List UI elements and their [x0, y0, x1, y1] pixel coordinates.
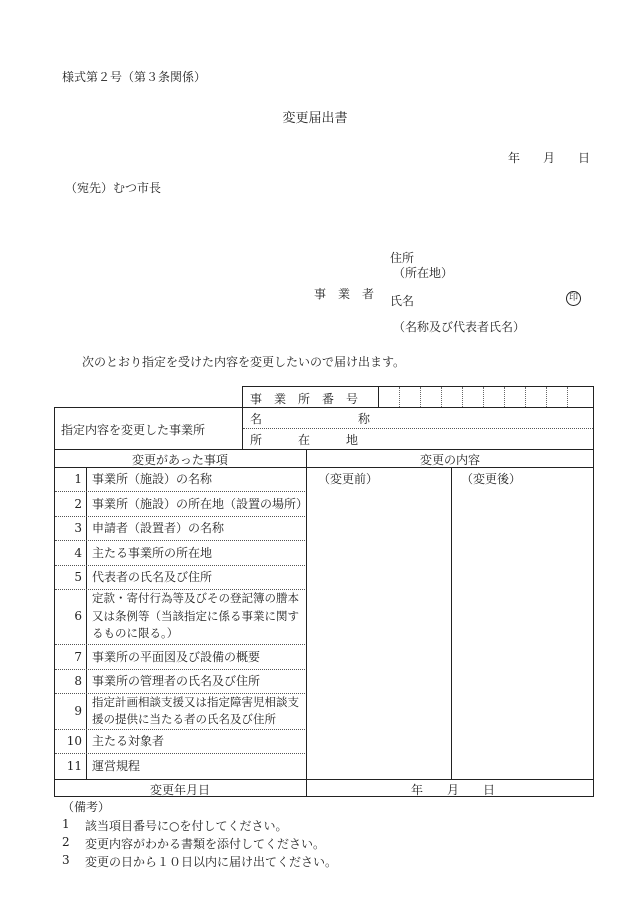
- item-number[interactable]: 1: [74, 472, 82, 486]
- notes-heading: （備考）: [62, 800, 111, 814]
- change-date-field[interactable]: [308, 780, 592, 796]
- note-number: 2: [62, 835, 70, 849]
- date-year: 年: [508, 151, 521, 165]
- item-text: 主たる対象者: [92, 734, 165, 748]
- change-date-day: 日: [483, 783, 496, 797]
- office-location-label: 所 在 地: [250, 433, 359, 447]
- office-section-label: 指定内容を変更した事業所: [61, 423, 206, 437]
- name-label: 氏名: [390, 294, 415, 308]
- item-text: 定款・寄付行為等及びその登記簿の謄本又は条例等（当該指定に係る事業に関するものに限る。）: [92, 591, 299, 640]
- item-number[interactable]: 6: [74, 609, 82, 623]
- item-text: 運営規程: [92, 759, 141, 773]
- item-text: 事業所（施設）の名称: [92, 472, 213, 486]
- note-text: 該当項目番号に○を付してください。: [85, 819, 288, 833]
- seal-mark: 印: [566, 291, 581, 306]
- note-number: 3: [62, 853, 70, 867]
- item-number[interactable]: 5: [74, 570, 82, 584]
- after-label: （変更後）: [461, 472, 522, 486]
- office-name-label: 名 称: [250, 412, 371, 426]
- item-number[interactable]: 8: [74, 674, 82, 688]
- note-text: 変更の日から１０日以内に届け出てください。: [85, 855, 338, 869]
- date-day: 日: [578, 151, 591, 165]
- office-location-field[interactable]: [380, 429, 592, 448]
- item-number[interactable]: 9: [74, 704, 82, 718]
- change-date-month: 月: [447, 783, 460, 797]
- office-number-label: 事 業 所 番 号: [250, 392, 359, 406]
- intro-text: 次のとおり指定を受けた内容を変更したいので届け出ます。: [82, 355, 406, 369]
- item-number[interactable]: 10: [66, 734, 82, 748]
- address-sub-label: （所在地）: [393, 266, 454, 280]
- item-number[interactable]: 7: [74, 650, 82, 664]
- page-title: 変更届出書: [282, 111, 348, 126]
- after-content-field[interactable]: [453, 490, 592, 777]
- item-number[interactable]: 3: [74, 521, 82, 535]
- item-number[interactable]: 4: [74, 546, 82, 560]
- name-sub-label: （名称及び代表者氏名）: [393, 320, 526, 334]
- date-month: 月: [543, 151, 556, 165]
- matters-header: 変更があった事項: [132, 453, 228, 467]
- change-date-label: 変更年月日: [149, 783, 210, 797]
- form-number: 様式第２号（第３条関係）: [62, 70, 207, 84]
- item-text: 事業所の管理者の氏名及び住所: [92, 674, 261, 688]
- item-text: 指定計画相談支援又は指定障害児相談支援の提供に当たる者の氏名及び住所: [92, 695, 299, 726]
- office-name-field[interactable]: [380, 408, 592, 427]
- note-text: 変更内容がわかる書類を添付してください。: [85, 837, 326, 851]
- item-text: 事業所の平面図及び設備の概要: [92, 650, 261, 664]
- address-label: 住所: [390, 251, 415, 265]
- content-header: 変更の内容: [419, 453, 480, 467]
- before-content-field[interactable]: [308, 490, 449, 777]
- item-number[interactable]: 11: [66, 759, 82, 773]
- item-text: 事業所（施設）の所在地（設置の場所）: [92, 497, 309, 511]
- addressee: （宛先）むつ市長: [65, 181, 162, 195]
- item-text: 主たる事業所の所在地: [92, 546, 213, 560]
- item-text: 申請者（設置者）の名称: [92, 521, 225, 535]
- note-number: 1: [62, 817, 70, 831]
- applicant-label: 事 業 者: [314, 287, 375, 301]
- change-date-year: 年: [411, 783, 424, 797]
- before-label: （変更前）: [318, 472, 379, 486]
- item-number[interactable]: 2: [74, 497, 82, 511]
- item-text: 代表者の氏名及び住所: [92, 570, 213, 584]
